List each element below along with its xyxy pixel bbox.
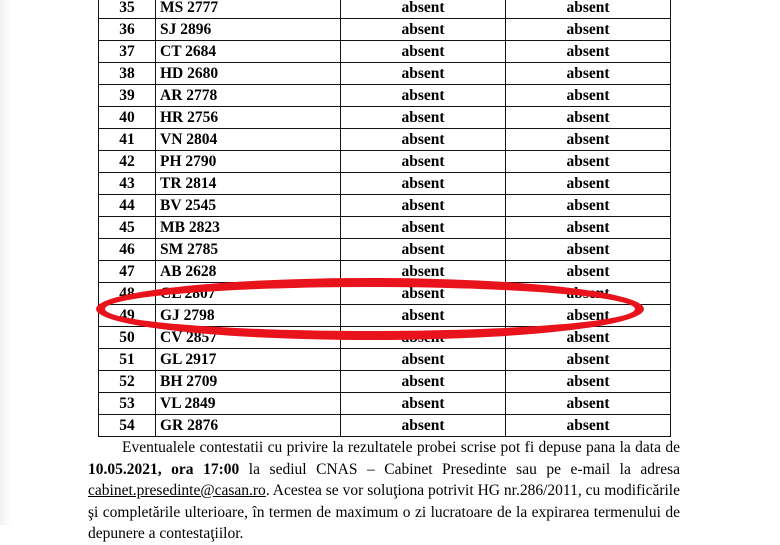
- table-row: [99, 261, 671, 283]
- row-result-final: absent: [506, 85, 671, 107]
- table-row: [99, 349, 671, 371]
- table-row: [99, 151, 671, 173]
- row-code: VL 2849: [156, 393, 341, 415]
- row-result-written: absent: [341, 393, 506, 415]
- notice-text-part3: . Acestea se vor soluţiona potrivit HG nr.286/2011, cu modificările şi completările ulterioare, în termen de maximum o zi lucratoare de la expirarea termenului de depunere a contestaţiilor.: [88, 482, 680, 542]
- row-result-final: absent: [506, 0, 671, 19]
- row-result-final: absent: [506, 283, 671, 305]
- contestation-notice: [88, 437, 680, 545]
- row-result-final: absent: [506, 217, 671, 239]
- row-result-final: absent: [506, 415, 671, 437]
- row-index: 42: [99, 151, 156, 173]
- table-row: [99, 305, 671, 327]
- row-result-final: absent: [506, 195, 671, 217]
- row-code: MS 2777: [156, 0, 341, 19]
- row-index: 49: [99, 305, 156, 327]
- row-result-written: absent: [341, 195, 506, 217]
- row-code: BH 2709: [156, 371, 341, 393]
- row-result-final: absent: [506, 173, 671, 195]
- row-code: TR 2814: [156, 173, 341, 195]
- results-table: [98, 0, 671, 437]
- row-index: 50: [99, 327, 156, 349]
- table-row: [99, 415, 671, 437]
- table-row: [99, 239, 671, 261]
- row-result-written: absent: [341, 19, 506, 41]
- table-row: [99, 107, 671, 129]
- row-code: GJ 2798: [156, 305, 341, 327]
- row-index: 53: [99, 393, 156, 415]
- row-index: 45: [99, 217, 156, 239]
- row-result-final: absent: [506, 107, 671, 129]
- row-index: 43: [99, 173, 156, 195]
- table-row: [99, 283, 671, 305]
- row-code: CV 2857: [156, 327, 341, 349]
- scan-edge-shadow: [0, 0, 12, 525]
- row-result-written: absent: [341, 217, 506, 239]
- row-code: HD 2680: [156, 63, 341, 85]
- row-index: 38: [99, 63, 156, 85]
- row-result-written: absent: [341, 107, 506, 129]
- row-result-written: absent: [341, 63, 506, 85]
- row-result-written: absent: [341, 85, 506, 107]
- row-code: SM 2785: [156, 239, 341, 261]
- row-index: 35: [99, 0, 156, 19]
- notice-deadline: 10.05.2021, ora 17:00: [88, 460, 240, 478]
- row-index: 48: [99, 283, 156, 305]
- row-code: MB 2823: [156, 217, 341, 239]
- notice-email[interactable]: cabinet.presedinte@casan.ro: [88, 482, 266, 499]
- row-code: AB 2628: [156, 261, 341, 283]
- row-result-written: absent: [341, 151, 506, 173]
- table-row: [99, 327, 671, 349]
- row-index: 46: [99, 239, 156, 261]
- table-row: [99, 41, 671, 63]
- table-row: [99, 129, 671, 151]
- table-row: [99, 0, 671, 19]
- notice-text-part2: la sediul CNAS – Cabinet Presedinte sau pe e-mail la adresa: [239, 460, 681, 478]
- table-row: [99, 173, 671, 195]
- row-result-final: absent: [506, 371, 671, 393]
- row-result-final: absent: [506, 19, 671, 41]
- table-row: [99, 393, 671, 415]
- row-result-written: absent: [341, 371, 506, 393]
- row-result-final: absent: [506, 129, 671, 151]
- results-table-body: [99, 0, 671, 437]
- row-code: GL 2917: [156, 349, 341, 371]
- row-index: 54: [99, 415, 156, 437]
- row-result-written: absent: [341, 173, 506, 195]
- row-index: 47: [99, 261, 156, 283]
- row-result-final: absent: [506, 349, 671, 371]
- row-code: CL 2807: [156, 283, 341, 305]
- table-row: [99, 217, 671, 239]
- table-row: [99, 195, 671, 217]
- row-code: HR 2756: [156, 107, 341, 129]
- row-result-written: absent: [341, 305, 506, 327]
- row-code: GR 2876: [156, 415, 341, 437]
- row-result-final: absent: [506, 305, 671, 327]
- row-result-written: absent: [341, 129, 506, 151]
- row-result-final: absent: [506, 393, 671, 415]
- row-result-final: absent: [506, 41, 671, 63]
- row-result-written: absent: [341, 283, 506, 305]
- row-code: SJ 2896: [156, 19, 341, 41]
- row-index: 40: [99, 107, 156, 129]
- row-index: 44: [99, 195, 156, 217]
- row-code: BV 2545: [156, 195, 341, 217]
- notice-text-part1: Eventualele contestatii cu privire la rezultatele probei scrise pot fi depuse pana la data de: [122, 439, 680, 456]
- row-index: 36: [99, 19, 156, 41]
- row-result-written: absent: [341, 327, 506, 349]
- row-index: 39: [99, 85, 156, 107]
- row-result-written: absent: [341, 261, 506, 283]
- row-result-written: absent: [341, 349, 506, 371]
- row-code: CT 2684: [156, 41, 341, 63]
- row-result-written: absent: [341, 415, 506, 437]
- row-result-final: absent: [506, 63, 671, 85]
- row-result-written: absent: [341, 41, 506, 63]
- row-index: 51: [99, 349, 156, 371]
- row-result-final: absent: [506, 261, 671, 283]
- row-code: PH 2790: [156, 151, 341, 173]
- notice-paragraph: [88, 437, 680, 545]
- row-result-final: absent: [506, 327, 671, 349]
- row-result-written: absent: [341, 0, 506, 19]
- table-row: [99, 63, 671, 85]
- row-index: 37: [99, 41, 156, 63]
- row-code: VN 2804: [156, 129, 341, 151]
- row-index: 52: [99, 371, 156, 393]
- table-row: [99, 371, 671, 393]
- row-result-final: absent: [506, 239, 671, 261]
- row-index: 41: [99, 129, 156, 151]
- row-result-written: absent: [341, 239, 506, 261]
- row-code: AR 2778: [156, 85, 341, 107]
- table-row: [99, 19, 671, 41]
- row-result-final: absent: [506, 151, 671, 173]
- table-row: [99, 85, 671, 107]
